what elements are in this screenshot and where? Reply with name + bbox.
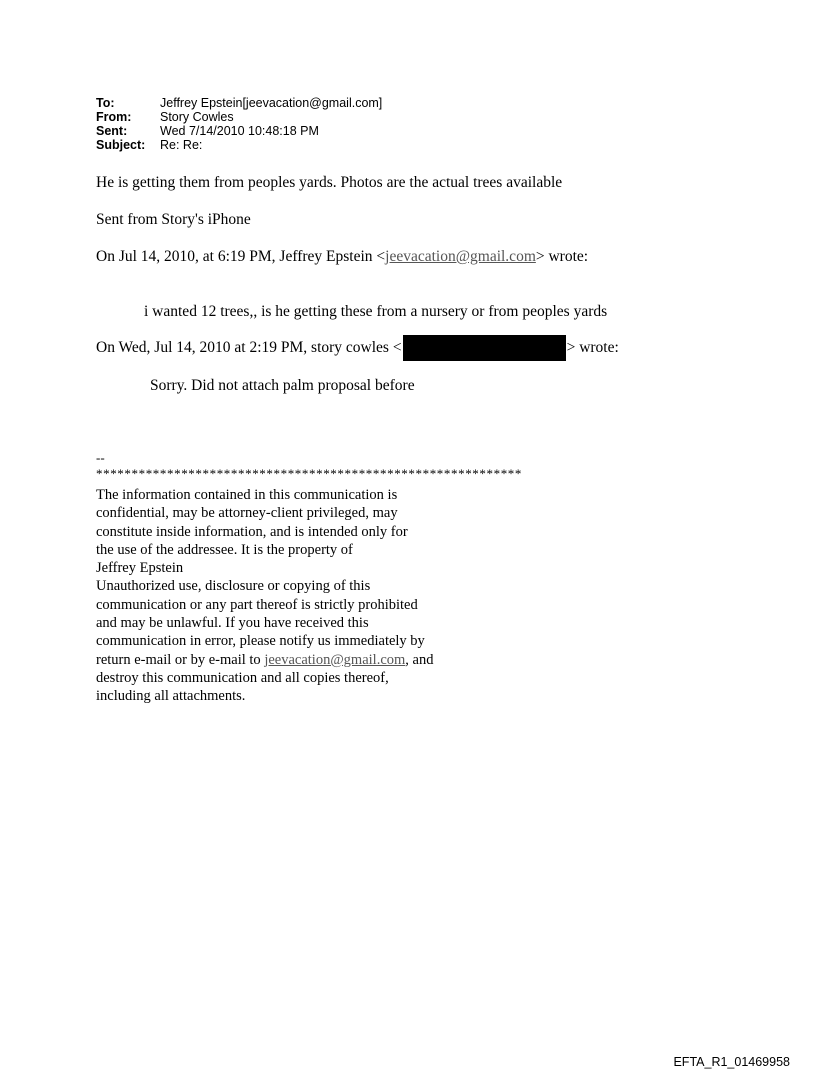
to-label: To: — [96, 96, 115, 110]
quoted-message-1: i wanted 12 trees,, is he getting these from a nursery or from peoples yards — [144, 303, 608, 320]
disclaimer-line: confidential, may be attorney-client privileged, may — [96, 505, 398, 522]
quote-header-2 — [96, 334, 619, 362]
disclaimer-email-suffix: , and — [405, 651, 434, 668]
to-value: Jeffrey Epstein[jeevacation@gmail.com] — [160, 96, 383, 110]
disclaimer-line: destroy this communication and all copies thereof, — [96, 669, 389, 686]
disclaimer-line: constitute inside information, and is intended only for — [96, 523, 408, 540]
disclaimer-line: communication or any part thereof is strictly prohibited — [96, 596, 418, 613]
document-id: EFTA_R1_01469958 — [673, 1055, 790, 1069]
from-value: Story Cowles — [160, 110, 234, 124]
quote-header-1-suffix: > wrote: — [535, 248, 589, 265]
sent-value: Wed 7/14/2010 10:48:18 PM — [160, 124, 319, 138]
sent-label: Sent: — [96, 124, 128, 138]
redaction-block — [403, 335, 566, 361]
disclaimer-line: communication in error, please notify us immediately by — [96, 633, 425, 650]
quote-header-2-suffix: > wrote: — [566, 339, 619, 356]
disclaimer-line: including all attachments. — [96, 688, 246, 705]
quoted-message-2: Sorry. Did not attach palm proposal before — [150, 377, 415, 394]
subject-value: Re: Re: — [160, 138, 203, 152]
confidentiality-disclaimer — [96, 486, 433, 706]
disclaimer-line: the use of the addressee. It is the property of — [96, 541, 353, 558]
star-separator: ************************************************************ — [96, 466, 522, 481]
header-sent-row — [96, 124, 382, 138]
header-from-row — [96, 110, 382, 124]
disclaimer-email-prefix: return e-mail or by e-mail to — [96, 651, 265, 668]
disclaimer-line: Unauthorized use, disclosure or copying of this — [96, 578, 371, 595]
header-subject-row — [96, 138, 382, 152]
email-header — [96, 96, 382, 152]
disclaimer-line: The information contained in this communication is — [96, 487, 398, 503]
signature-dashes: -- — [96, 450, 105, 465]
quote-header-1-email-link[interactable]: jeevacation@gmail.com — [385, 248, 536, 265]
disclaimer-email-line — [96, 651, 433, 669]
signature-line: Sent from Story's iPhone — [96, 211, 251, 228]
subject-label: Subject: — [96, 138, 146, 152]
quote-header-1 — [96, 248, 588, 266]
disclaimer-line: and may be unlawful. If you have received this — [96, 615, 369, 632]
header-to-row — [96, 96, 382, 110]
message-line: He is getting them from peoples yards. Photos are the actual trees available — [96, 174, 563, 191]
disclaimer-email-link[interactable]: jeevacation@gmail.com — [264, 651, 406, 668]
quote-header-2-prefix: On Wed, Jul 14, 2010 at 2:19 PM, story cowles < — [96, 339, 402, 356]
quote-header-1-prefix: On Jul 14, 2010, at 6:19 PM, Jeffrey Epstein < — [96, 248, 386, 265]
from-label: From: — [96, 110, 132, 124]
disclaimer-line: Jeffrey Epstein — [96, 560, 184, 577]
